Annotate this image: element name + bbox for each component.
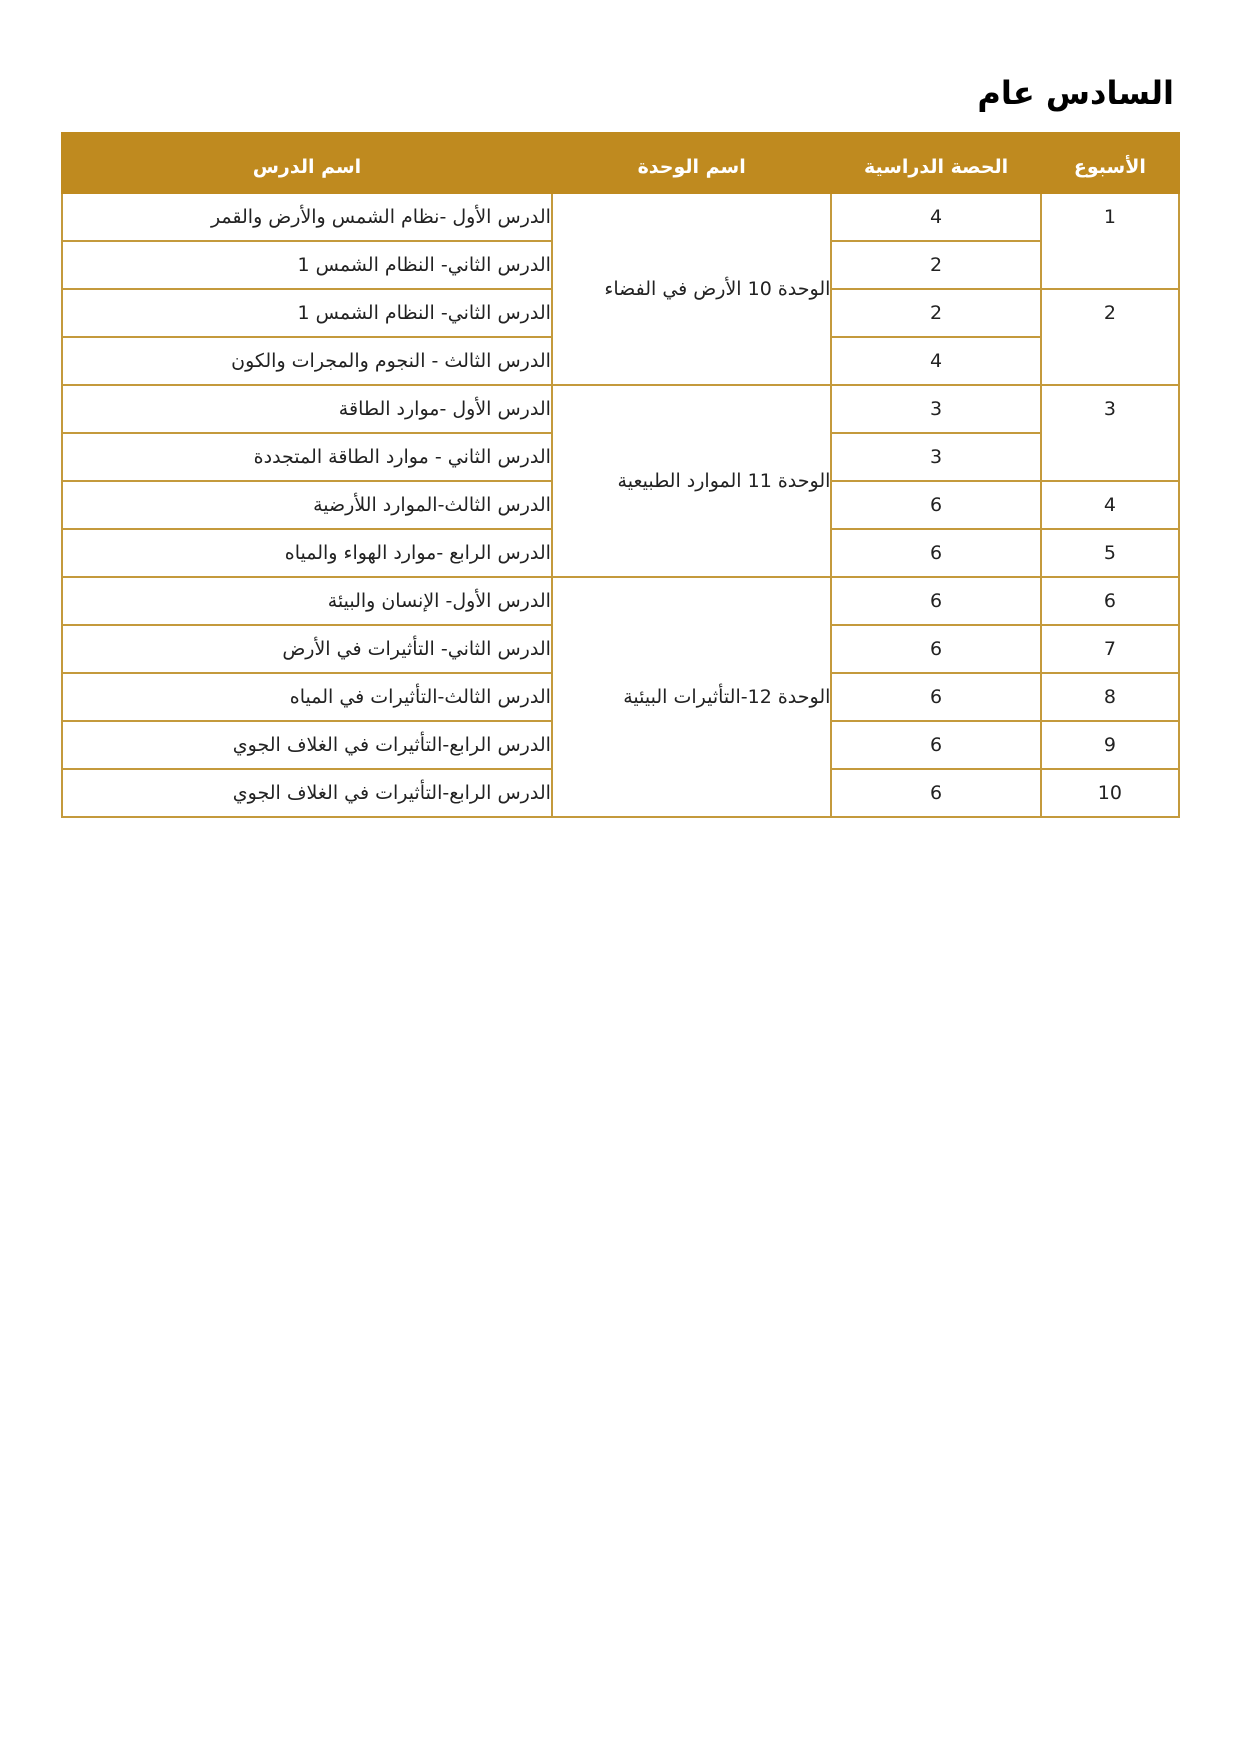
lesson-cell: الدرس الثالث - النجوم والمجرات والكون (62, 337, 552, 385)
week-cell: 3 (1041, 385, 1179, 481)
week-cell: 2 (1041, 289, 1179, 385)
week-cell: 8 (1041, 673, 1179, 721)
header-lesson: اسم الدرس (62, 133, 552, 193)
lesson-cell: الدرس الرابع -موارد الهواء والمياه (62, 529, 552, 577)
periods-cell: 3 (831, 433, 1040, 481)
week-cell: 4 (1041, 481, 1179, 529)
week-cell: 7 (1041, 625, 1179, 673)
lesson-plan-table (61, 132, 1180, 818)
periods-cell: 6 (831, 625, 1040, 673)
table-row (62, 385, 1179, 433)
lesson-cell: الدرس الرابع-التأثيرات في الغلاف الجوي (62, 721, 552, 769)
periods-cell: 2 (831, 241, 1040, 289)
week-cell: 5 (1041, 529, 1179, 577)
periods-cell: 4 (831, 193, 1040, 241)
page-title: السادس عام (977, 74, 1174, 112)
week-cell: 9 (1041, 721, 1179, 769)
lesson-cell: الدرس الرابع-التأثيرات في الغلاف الجوي (62, 769, 552, 817)
periods-cell: 6 (831, 481, 1040, 529)
lesson-cell: الدرس الثالث-التأثيرات في المياه (62, 673, 552, 721)
unit-cell: الوحدة 10 الأرض في الفضاء (552, 193, 832, 385)
periods-cell: 6 (831, 529, 1040, 577)
table-header-row (62, 133, 1179, 193)
periods-cell: 6 (831, 577, 1040, 625)
header-periods: الحصة الدراسية (831, 133, 1040, 193)
lesson-cell: الدرس الثاني- النظام الشمس 1 (62, 241, 552, 289)
periods-cell: 3 (831, 385, 1040, 433)
header-week: الأسبوع (1041, 133, 1179, 193)
table-row (62, 577, 1179, 625)
lesson-cell: الدرس الأول -موارد الطاقة (62, 385, 552, 433)
lesson-cell: الدرس الثاني- النظام الشمس 1 (62, 289, 552, 337)
header-unit: اسم الوحدة (552, 133, 832, 193)
table-row (62, 193, 1179, 241)
lesson-cell: الدرس الأول -نظام الشمس والأرض والقمر (62, 193, 552, 241)
lesson-cell: الدرس الثالث-الموارد اللأرضية (62, 481, 552, 529)
week-cell: 1 (1041, 193, 1179, 289)
unit-cell: الوحدة 11 الموارد الطبيعية (552, 385, 832, 577)
lesson-cell: الدرس الأول- الإنسان والبيئة (62, 577, 552, 625)
periods-cell: 6 (831, 673, 1040, 721)
periods-cell: 6 (831, 769, 1040, 817)
periods-cell: 2 (831, 289, 1040, 337)
lesson-cell: الدرس الثاني- التأثيرات في الأرض (62, 625, 552, 673)
lesson-cell: الدرس الثاني - موارد الطاقة المتجددة (62, 433, 552, 481)
unit-cell: الوحدة 12-التأثيرات البيئية (552, 577, 832, 817)
periods-cell: 6 (831, 721, 1040, 769)
week-cell: 6 (1041, 577, 1179, 625)
week-cell: 10 (1041, 769, 1179, 817)
periods-cell: 4 (831, 337, 1040, 385)
